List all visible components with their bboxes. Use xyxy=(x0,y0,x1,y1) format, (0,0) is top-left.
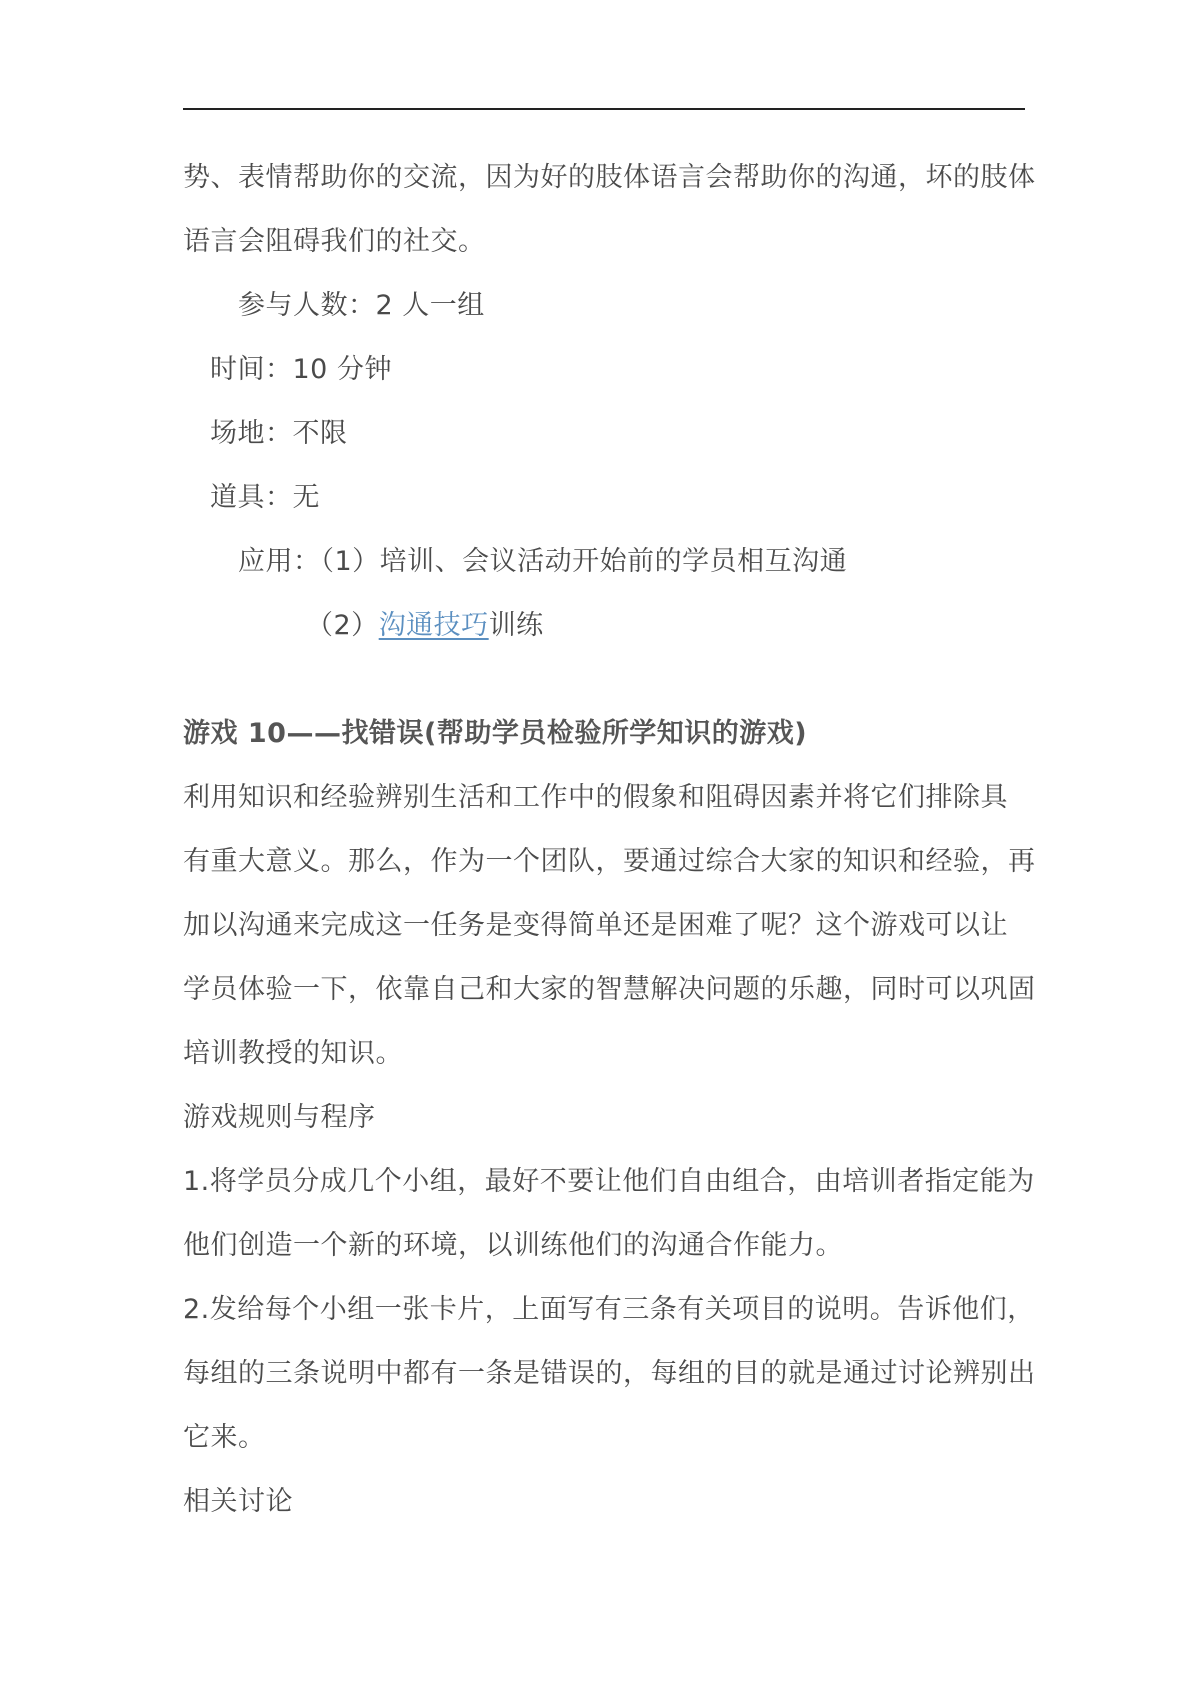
props-text: 道具：无 xyxy=(210,482,320,513)
paragraph-line: 利用知识和经验辨别生活和工作中的假象和阻碍因素并将它们排除具 xyxy=(183,782,1008,813)
paragraph-line: 培训教授的知识。 xyxy=(183,1038,403,1069)
rule-1-line: 他们创造一个新的环境，以训练他们的沟通合作能力。 xyxy=(183,1230,843,1261)
paragraph-line: 有重大意义。那么，作为一个团队，要通过综合大家的知识和经验，再 xyxy=(183,846,1036,877)
intro-line-1: 势、表情帮助你的交流，因为好的肢体语言会帮助你的沟通，坏的肢体 xyxy=(183,162,1036,193)
paragraph-line: 加以沟通来完成这一任务是变得简单还是困难了呢？这个游戏可以让 xyxy=(183,910,1008,941)
section-title: 游戏 10——找错误(帮助学员检验所学知识的游戏) xyxy=(183,718,808,749)
rules-heading: 游戏规则与程序 xyxy=(183,1102,376,1133)
rule-2-line: 它来。 xyxy=(183,1422,266,1453)
discussion-heading: 相关讨论 xyxy=(183,1486,293,1517)
rule-1-line: 1.将学员分成几个小组，最好不要让他们自由组合，由培训者指定能为 xyxy=(183,1166,1035,1197)
application-line-2 xyxy=(306,608,544,644)
time-text: 时间：10 分钟 xyxy=(210,354,392,385)
header-rule xyxy=(183,108,1025,110)
application-2-prefix: （2） xyxy=(306,610,379,641)
application-line-1: 应用：（1）培训、会议活动开始前的学员相互沟通 xyxy=(238,546,848,577)
rule-2-line: 每组的三条说明中都有一条是错误的，每组的目的就是通过讨论辨别出 xyxy=(183,1358,1036,1389)
rule-2-line: 2.发给每个小组一张卡片，上面写有三条有关项目的说明。告诉他们， xyxy=(183,1294,1035,1325)
application-2-suffix: 训练 xyxy=(488,610,544,641)
paragraph-line: 学员体验一下，依靠自己和大家的智慧解决问题的乐趣，同时可以巩固 xyxy=(183,974,1036,1005)
participants-text: 参与人数：2 人一组 xyxy=(238,290,485,321)
communication-skills-link[interactable]: 沟通技巧 xyxy=(378,610,489,641)
intro-line-2: 语言会阻碍我们的社交。 xyxy=(183,226,486,257)
venue-text: 场地：不限 xyxy=(210,418,348,449)
